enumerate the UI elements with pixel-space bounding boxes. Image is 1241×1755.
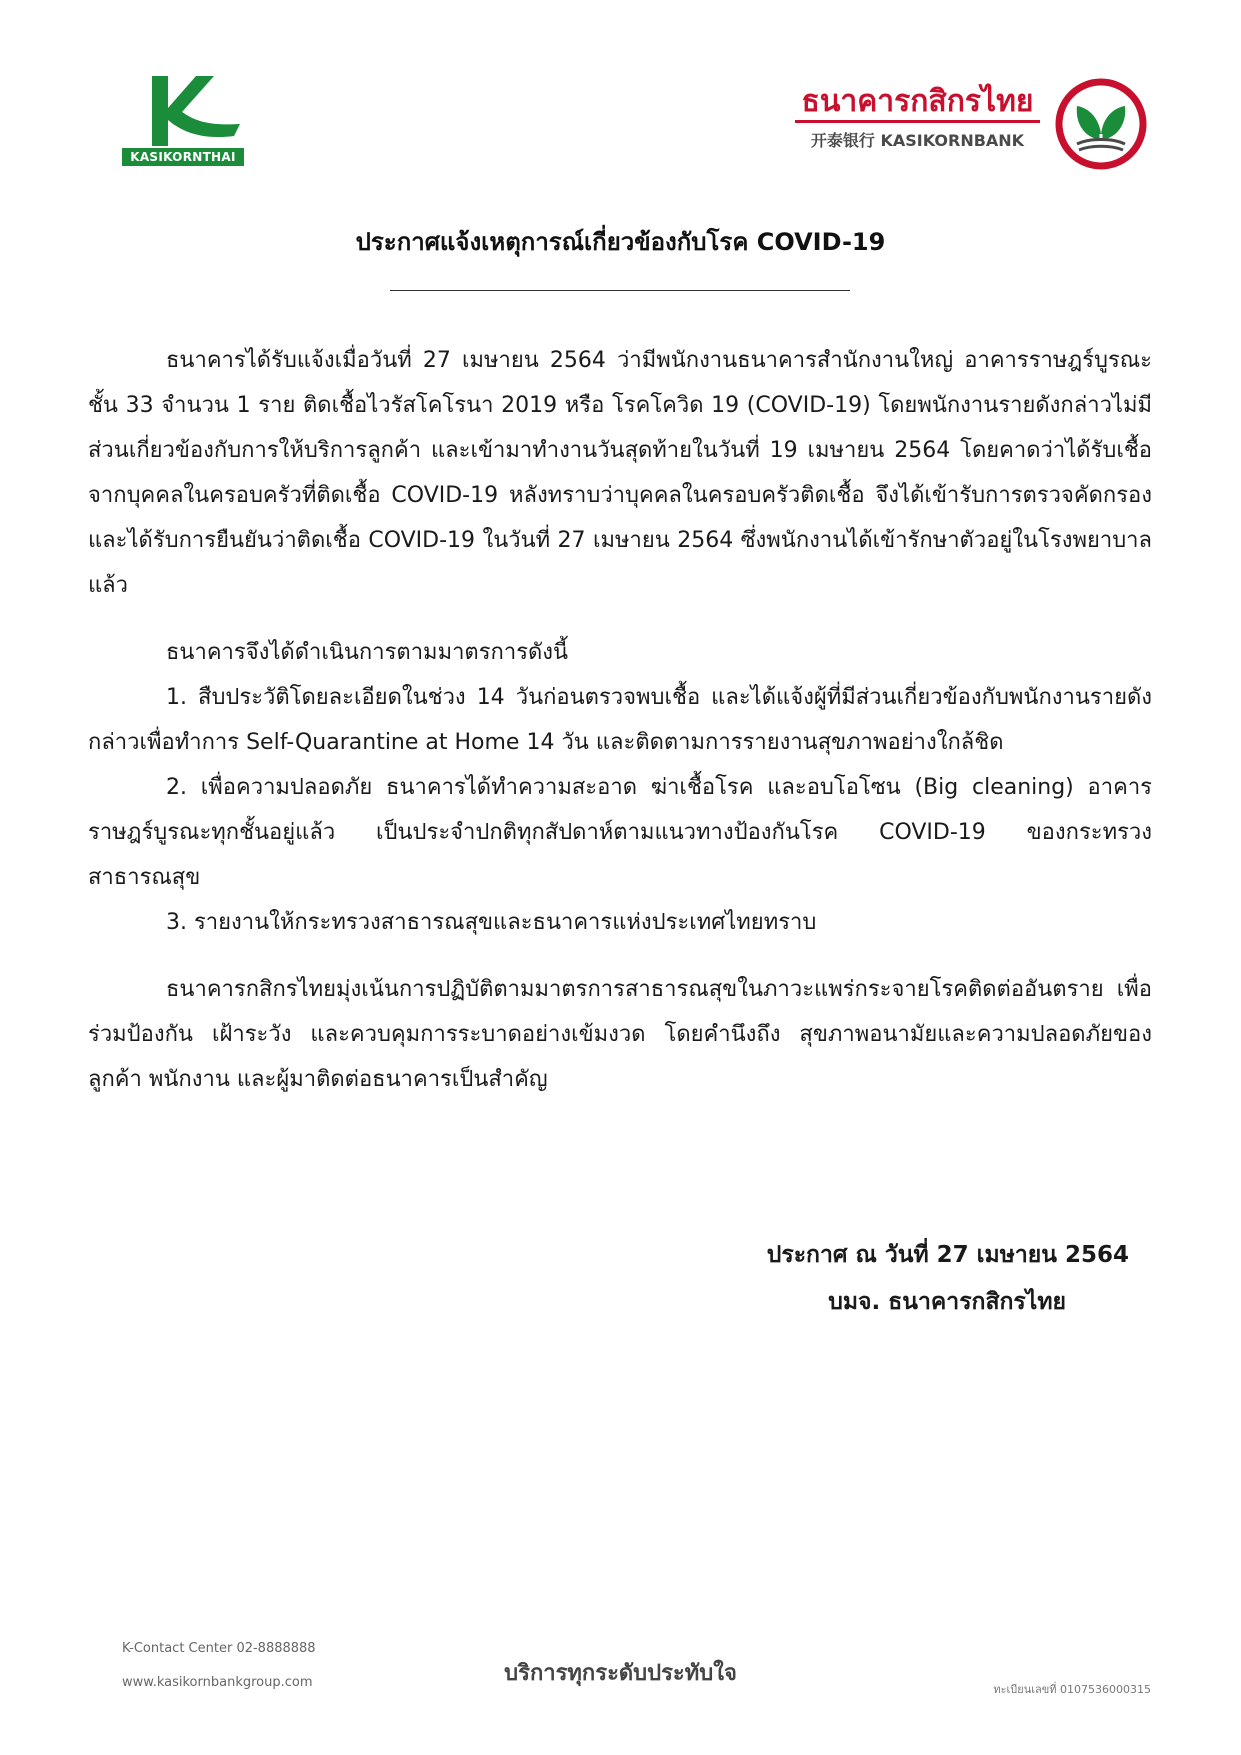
kbank-emblem-icon — [1055, 78, 1147, 170]
kasikornthai-logo — [122, 74, 244, 166]
paragraph-measures-intro: ธนาคารจึงได้ดำเนินการตามมาตรการดังนี้ — [166, 640, 569, 665]
announcement-body — [88, 338, 1152, 1102]
kasikornbank-logo — [795, 78, 1155, 168]
paragraph-commitment: ธนาคารกสิกรไทยมุ่งเน้นการปฏิบัติตามมาตรการสาธารณสุขในภาวะแพร่กระจายโรคติดต่ออันตราย เพื่อร่วมป้องกัน เฝ้าระวัง และควบคุมการระบาดอย่างเข้มงวด โดยคำนึงถึง สุขภาพอนามัยและความปลอดภัยของลูกค้า พนักงาน และผู้มาติดต่อธนาคารเป็นสำคัญ — [88, 977, 1152, 1092]
measure-item-2: 2. เพื่อความปลอดภัย ธนาคารได้ทำความสะอาด ฆ่าเชื้อโรค และอบโอโซน (Big cleaning) อาคารราษฎร์บูรณะทุกชั้นอยู่แล้ว เป็นประจำปกติทุกสัปดาห์ตามแนวทางป้องกันโรค COVID-19 ของกระทรวงสาธารณสุข — [88, 775, 1152, 890]
logo-divider — [795, 120, 1040, 123]
bank-name-thai: ธนาคารกสิกรไทย — [801, 84, 1034, 119]
bank-name-english: 开泰银行 KASIKORNBANK — [810, 131, 1025, 150]
announcement-date: ประกาศ ณ วันที่ 27 เมษายน 2564 — [766, 1242, 1129, 1268]
measure-item-3: 3. รายงานให้กระทรวงสาธารณสุขและธนาคารแห่งประเทศไทยทราบ — [166, 910, 817, 935]
footer-slogan: บริการทุกระดับประทับใจ — [504, 1661, 737, 1686]
kasikornthai-label: KASIKORNTHAI — [122, 148, 244, 166]
measure-item-1: 1. สืบประวัติโดยละเอียดในช่วง 14 วันก่อนตรวจพบเชื้อ และได้แจ้งผู้ที่มีส่วนเกี่ยวข้องกับพนักงานรายดังกล่าวเพื่อทำการ Self-Quarantine at Home 14 วัน และติดตามการรายงานสุขภาพอย่างใกล้ชิด — [88, 685, 1152, 755]
footer-contact: K-Contact Center 02-8888888 — [122, 1641, 316, 1656]
k-mark-icon — [122, 74, 244, 148]
title-underline — [390, 290, 850, 291]
footer-registration: ทะเบียนเลขที่ 0107536000315 — [993, 1683, 1151, 1696]
announcement-title: ประกาศแจ้งเหตุการณ์เกี่ยวข้องกับโรค COVID-19 — [355, 228, 886, 256]
issuer-name: บมจ. ธนาคารกสิกรไทย — [828, 1289, 1066, 1315]
paragraph-incident: ธนาคารได้รับแจ้งเมื่อวันที่ 27 เมษายน 2564 ว่ามีพนักงานธนาคารสำนักงานใหญ่ อาคารราษฎร์บูรณะ ชั้น 33 จำนวน 1 ราย ติดเชื้อไวรัสโคโรนา 2019 หรือ โรคโควิด 19 (COVID-19) โดยพนักงานรายดังกล่าวไม่มีส่วนเกี่ยวข้องกับการให้บริการลูกค้า และเข้ามาทำงานวันสุดท้ายในวันที่ 19 เมษายน 2564 โดยคาดว่าได้รับเชื้อจากบุคคลในครอบครัวที่ติดเชื้อ COVID-19 หลังทราบว่าบุคคลในครอบครัวติดเชื้อ จึงได้เข้ารับการตรวจคัดกรอง และได้รับการยืนยันว่าติดเชื้อ COVID-19 ในวันที่ 27 เมษายน 2564 ซึ่งพนักงานได้เข้ารักษาตัวอยู่ในโรงพยาบาลแล้ว — [88, 348, 1152, 598]
footer-website: www.kasikornbankgroup.com — [122, 1675, 313, 1690]
